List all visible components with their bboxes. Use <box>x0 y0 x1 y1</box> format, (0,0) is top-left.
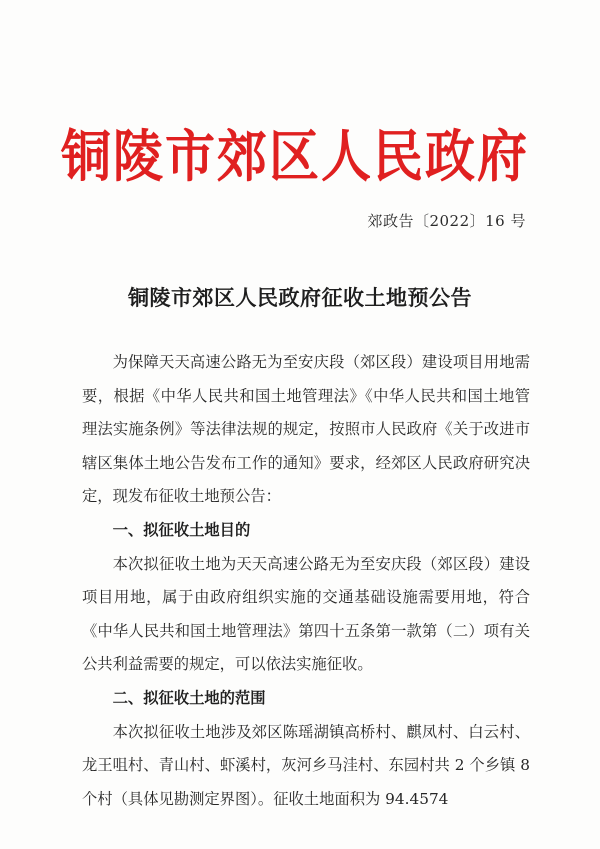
document-body <box>82 346 530 816</box>
document-title: 铜陵市郊区人民政府征收土地预公告 <box>128 285 472 310</box>
intro-paragraph: 为保障天天高速公路无为至安庆段（郊区段）建设项目用地需要，根据《中华人民共和国土地管理法》《中华人民共和国土地管理法实施条例》等法律法规的规定，按照市人民政府《关于改进市辖区集体土地公告发布工作的通知》要求，经郊区人民政府研究决定，现发布征收土地预公告： <box>82 353 530 506</box>
issuer-masthead: 铜陵市郊区人民政府 <box>61 123 529 190</box>
section-1-paragraph: 本次拟征收土地为天天高速公路无为至安庆段（郊区段）建设项目用地，属于由政府组织实施的交通基础设施需要用地，符合《中华人民共和国土地管理法》第四十五条第一款第（二）项有关公共利益需要的规定，可以依法实施征收。 <box>82 554 530 674</box>
section-2-paragraph: 本次拟征收土地涉及郊区陈瑶湖镇高桥村、麒凤村、白云村、龙王咀村、青山村、虾溪村，灰河乡马洼村、东园村共 2 个乡镇 8 个村（具体见勘测定界图）。征收土地面积为 94.4574 <box>82 722 530 808</box>
document-number: 郊政告〔2022〕16 号 <box>367 212 526 230</box>
section-2-heading: 二、拟征收土地的范围 <box>112 688 266 707</box>
section-1-heading: 一、拟征收土地目的 <box>112 520 251 539</box>
